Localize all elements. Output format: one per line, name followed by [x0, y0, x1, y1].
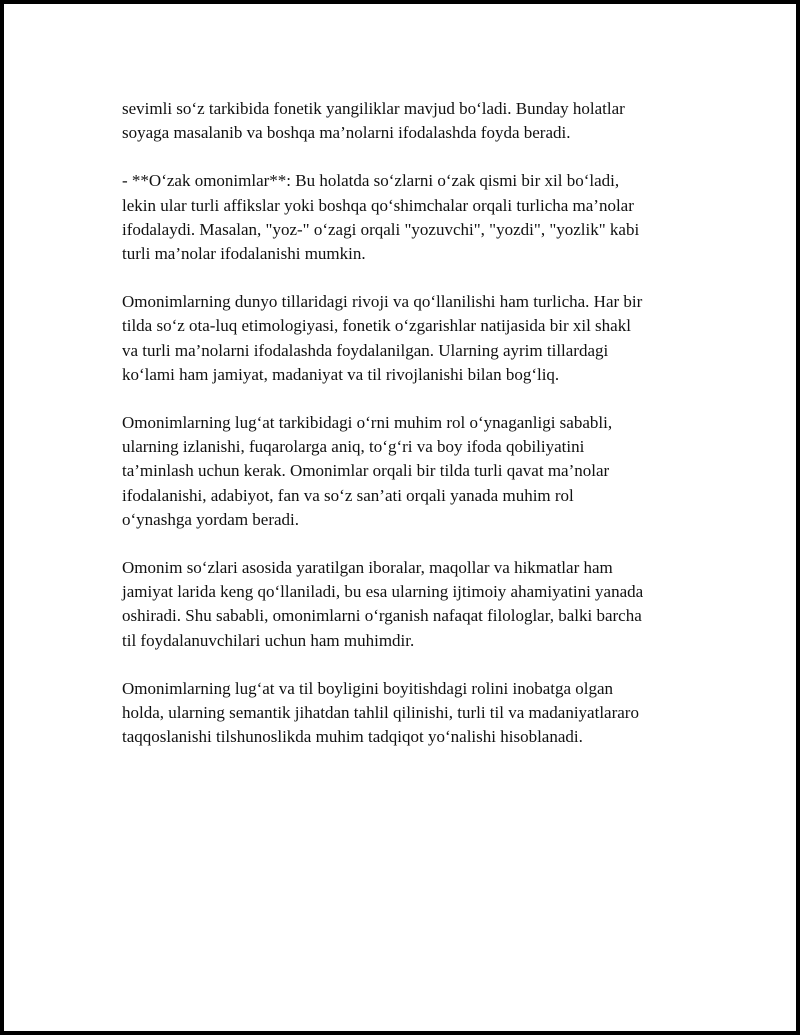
paragraph-4: Omonimlarning lug‘at tarkibidagi o‘rni muhim rol o‘ynaganligi sababli, ularning izlanishi, fuqarolarga aniq, to‘g‘ri va boy ifoda qobiliyatini ta’minlash uchun kerak. Omonimlar orqali bir tilda turli qavat ma’nolar ifodalanishi, adabiyot, fan va so‘z san’ati orqali yanada muhim rol o‘ynashga yordam beradi.	[122, 413, 613, 529]
document-body	[122, 97, 692, 773]
paragraph-2: - **O‘zak omonimlar**: Bu holatda so‘zlarni o‘zak qismi bir xil bo‘ladi, lekin ular turli affikslar yoki boshqa qo‘shimchalar orqali turlicha ma’nolar ifodalaydi. Masalan, "yoz-" o‘zagi orqali "yozuvchi", "yozdi", "yozlik" kabi turli ma’nolar ifodalanishi mumkin.	[122, 171, 640, 264]
paragraph-5: Omonim so‘zlari asosida yaratilgan iboralar, maqollar va hikmatlar ham jamiyat larida keng qo‘llaniladi, bu esa ularning ijtimoiy ahamiyatini yanada oshiradi. Shu sababli, omonimlarni o‘rganish nafaqat filologlar, balki barcha til foydalanuvchilari uchun ham muhimdir.	[122, 558, 644, 650]
paragraph-1: sevimli so‘z tarkibida fonetik yangiliklar mavjud bo‘ladi. Bunday holatlar soyaga masalanib va boshqa ma’nolarni ifodalashda foyda beradi.	[122, 99, 625, 143]
paragraph-3: Omonimlarning dunyo tillaridagi rivoji va qo‘llanilishi ham turlicha. Har bir tilda so‘z ota-luq etimologiyasi, fonetik o‘zgarishlar natijasida bir xil shakl va turli ma’nolarni ifodalashda foydalanilgan. Ularning ayrim tillardagi ko‘lami ham jamiyat, madaniyat va til rivojlanishi bilan bog‘liq.	[122, 292, 643, 384]
paragraph-6: Omonimlarning lug‘at va til boyligini boyitishdagi rolini inobatga olgan holda, ularning semantik jihatdan tahlil qilinishi, turli til va madaniyatlararo taqqoslanishi tilshunoslikda muhim tadqiqot yo‘nalishi hisoblanadi.	[122, 678, 639, 747]
